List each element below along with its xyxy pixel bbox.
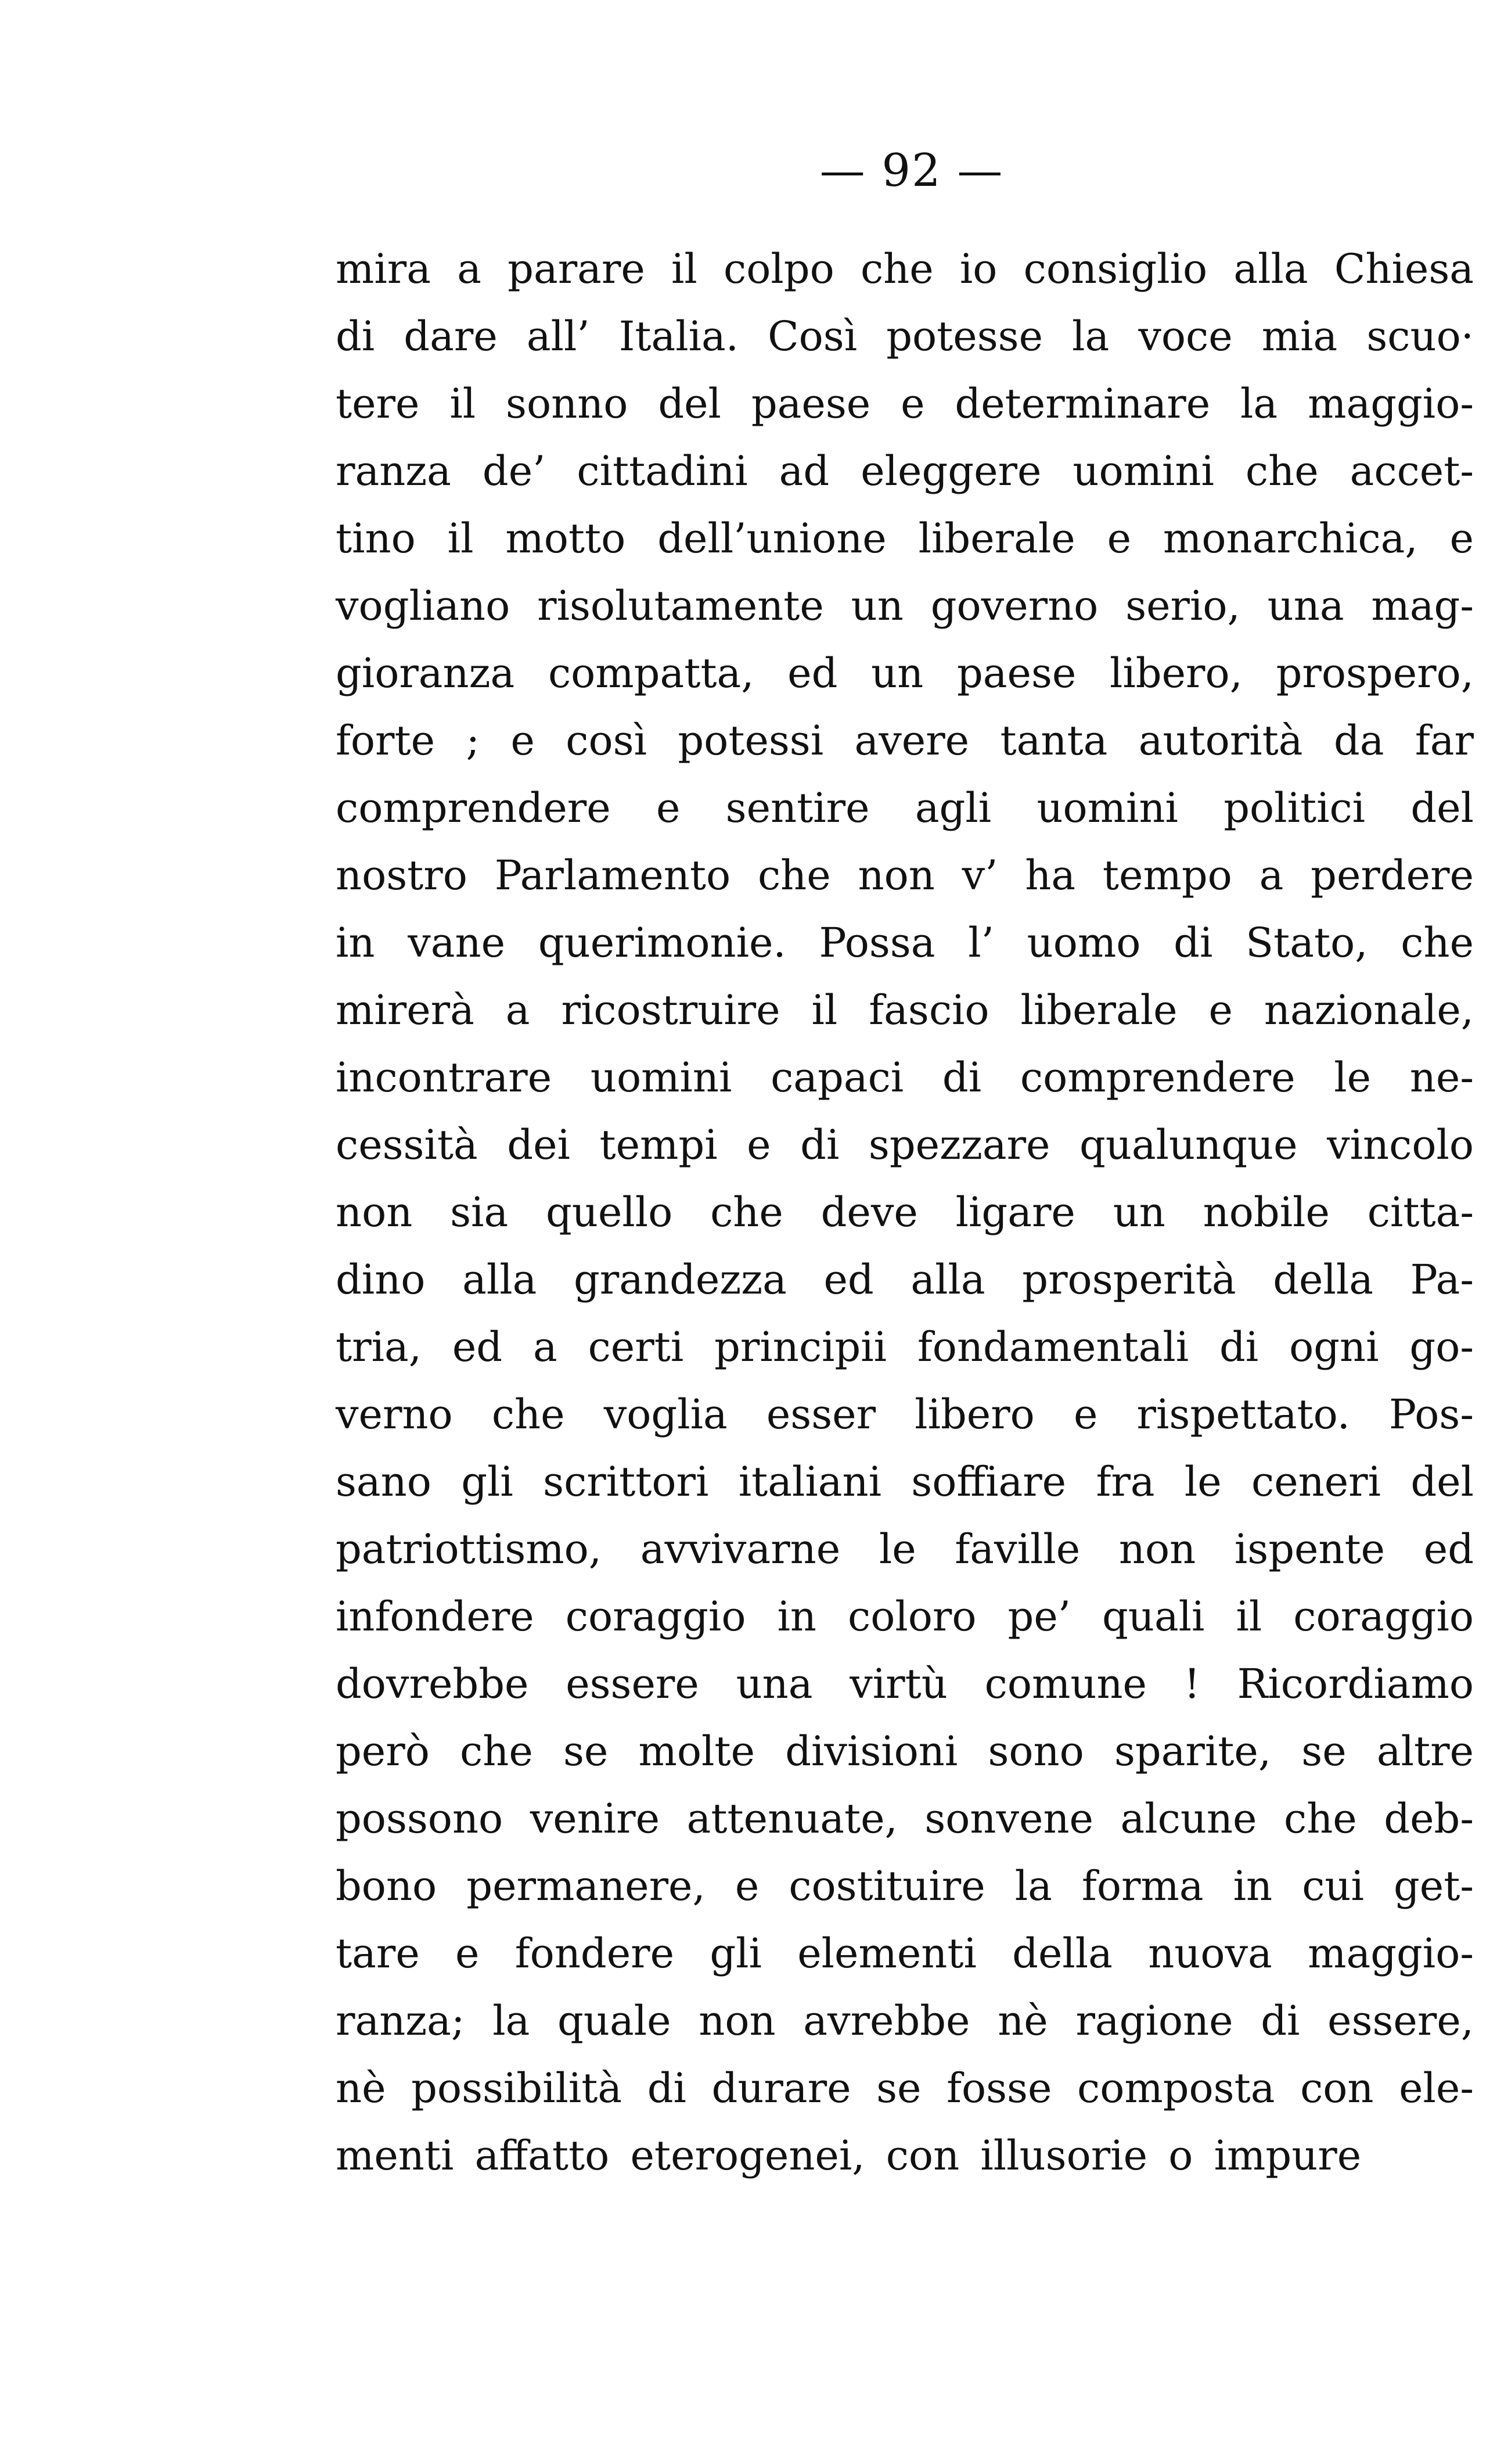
text-line: in vane querimonie. Possa l’ uomo di Stato, che <box>336 919 1474 967</box>
text-line: vogliano risolutamente un governo serio, una mag- <box>336 582 1474 630</box>
text-line: gioranza compatta, ed un paese libero, prospero, <box>336 649 1474 697</box>
text-line: comprendere e sentire agli uomini politici del <box>336 784 1474 832</box>
text-line: nostro Parlamento che non v’ ha tempo a perdere <box>336 852 1474 899</box>
text-line: però che se molte divisioni sono sparite, se altre <box>336 1727 1474 1775</box>
text-line: mirerà a ricostruire il fascio liberale e nazionale, <box>336 986 1474 1034</box>
text-line: cessità dei tempi e di spezzare qualunque vincolo <box>336 1121 1474 1169</box>
body-text <box>336 235 1474 2189</box>
text-line: bono permanere, e costituire la forma in cui get- <box>336 1862 1474 1910</box>
text-line: ranza; la quale non avrebbe nè ragione di essere, <box>336 1997 1474 2045</box>
text-line: tria, ed a certi principii fondamentali di ogni go- <box>336 1323 1474 1371</box>
text-line: dino alla grandezza ed alla prosperità della Pa- <box>336 1256 1474 1303</box>
text-line: non sia quello che deve ligare un nobile citta- <box>336 1188 1474 1236</box>
text-line: mira a parare il colpo che io consiglio alla Chiesa <box>336 245 1474 293</box>
text-line: menti affatto eterogenei, con illusorie o impure <box>336 2132 1362 2179</box>
text-line: patriottismo, avvivarne le faville non ispente ed <box>336 1525 1474 1573</box>
text-line: di dare all’ Italia. Così potesse la voce mia scuo· <box>336 313 1474 360</box>
text-line: nè possibilità di durare se fosse composta con ele- <box>336 2064 1474 2112</box>
text-line: tino il motto dell’unione liberale e monarchica, e <box>336 515 1474 562</box>
text-line: dovrebbe essere una virtù comune ! Ricordiamo <box>336 1660 1474 1708</box>
text-line: infondere coraggio in coloro pe’ quali il coraggio <box>336 1593 1474 1640</box>
text-line: sano gli scrittori italiani soffiare fra le ceneri del <box>336 1458 1474 1506</box>
text-line: incontrare uomini capaci di comprendere le ne- <box>336 1054 1474 1101</box>
text-line: ranza de’ cittadini ad eleggere uomini che accet- <box>336 447 1474 495</box>
text-line: tere il sonno del paese e determinare la maggio- <box>336 380 1474 428</box>
text-line: possono venire attenuate, sonvene alcune che deb- <box>336 1795 1474 1842</box>
page-number: — 92 — <box>819 145 1004 197</box>
text-line: verno che voglia esser libero e rispettato. Pos- <box>336 1391 1474 1438</box>
text-line: tare e fondere gli elementi della nuova maggio- <box>336 1930 1474 1977</box>
text-line: forte ; e così potessi avere tanta autorità da far <box>336 717 1474 764</box>
